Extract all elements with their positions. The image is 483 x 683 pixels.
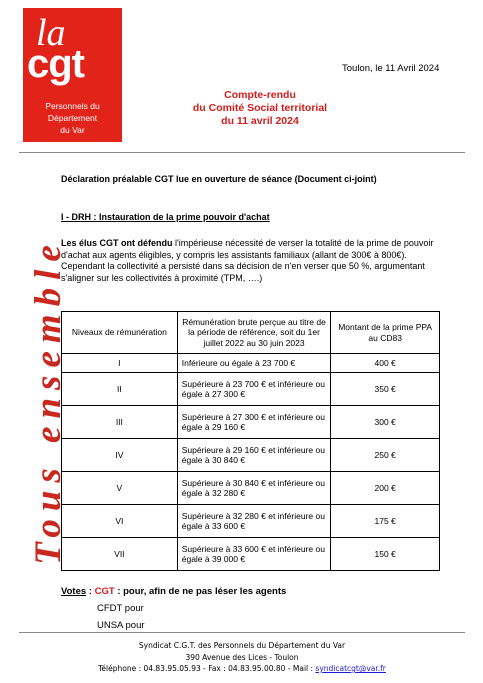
row-desc: Supérieure à 32 280 € et inférieure ou égale à 33 600 € bbox=[177, 505, 331, 538]
row-amount: 250 € bbox=[331, 439, 440, 472]
row-amount: 400 € bbox=[331, 354, 440, 373]
table-row bbox=[62, 439, 440, 472]
paragraph-line-2: Cependant la collectivité a persisté dans sa décision de n'en verser que 50 %, argumentant s'aligner sur les collectivités à proximité (TPM, ….) bbox=[61, 261, 425, 283]
vote-unsa: UNSA pour bbox=[97, 620, 145, 631]
votes-label: Votes bbox=[61, 586, 87, 597]
votes-sep: : bbox=[86, 586, 95, 597]
vote-cfdt: CFDT pour bbox=[97, 603, 144, 614]
row-desc: Inférieure ou égale à 23 700 € bbox=[177, 354, 331, 373]
row-level: II bbox=[62, 373, 178, 406]
row-amount: 350 € bbox=[331, 373, 440, 406]
header-amount: Montant de la prime PPA au CD83 bbox=[331, 312, 440, 354]
ppa-table bbox=[61, 311, 440, 571]
cgt-logo bbox=[23, 8, 122, 142]
row-amount: 300 € bbox=[331, 406, 440, 439]
footer-divider bbox=[19, 632, 465, 633]
footer bbox=[60, 640, 424, 675]
footer-contact: Téléphone : 04.83.95.05.93 - Fax : 04.83.95.00.80 - Mail : bbox=[98, 664, 316, 673]
row-desc: Supérieure à 27 300 € et inférieure ou égale à 29 160 € bbox=[177, 406, 331, 439]
table-row bbox=[62, 373, 440, 406]
header-remuneration: Rémunération brute perçue au titre de la période de référence, soit du 1er juillet 2022 au 30 juin 2023 bbox=[177, 312, 331, 354]
body-paragraph bbox=[61, 238, 439, 284]
logo-line-2: Département bbox=[47, 113, 98, 123]
logo-la-text: la bbox=[36, 12, 66, 54]
header-levels: Niveaux de rémunération bbox=[62, 312, 178, 354]
row-level: V bbox=[62, 472, 178, 505]
header-divider bbox=[19, 152, 465, 153]
table-row bbox=[62, 406, 440, 439]
row-amount: 175 € bbox=[331, 505, 440, 538]
row-level: VII bbox=[62, 538, 178, 571]
table-row bbox=[62, 505, 440, 538]
row-amount: 150 € bbox=[331, 538, 440, 571]
votes-cgt: CGT bbox=[94, 586, 115, 597]
footer-mail-link[interactable]: syndicatcgt@var.fr bbox=[315, 664, 386, 673]
logo-line-3: du Var bbox=[60, 125, 85, 135]
declaration-line: Déclaration préalable CGT lue en ouverture de séance (Document ci-joint) bbox=[61, 174, 377, 184]
row-amount: 200 € bbox=[331, 472, 440, 505]
row-desc: Supérieure à 33 600 € et inférieure ou égale à 39 000 € bbox=[177, 538, 331, 571]
title-line-3: du 11 avril 2024 bbox=[221, 115, 299, 127]
logo-line-1: Personnels du bbox=[45, 101, 100, 111]
logo-cgt-text: cgt bbox=[27, 42, 84, 86]
paragraph-rest: l'impérieuse nécessité de verser la totalité de la prime de pouvoir d'achat aux agents éligibles, y compris les assistants familiaux (allant de 300€ à 800€). bbox=[61, 238, 434, 260]
row-level: I bbox=[62, 354, 178, 373]
section-heading: I - DRH : Instauration de la prime pouvoir d'achat bbox=[61, 212, 270, 222]
row-level: VI bbox=[62, 505, 178, 538]
table-row bbox=[62, 538, 440, 571]
footer-line-1: Syndicat C.G.T. des Personnels du Département du Var bbox=[138, 641, 346, 650]
table-row bbox=[62, 472, 440, 505]
table-row bbox=[62, 354, 440, 373]
row-desc: Supérieure à 23 700 € et inférieure ou égale à 27 300 € bbox=[177, 373, 331, 406]
votes-line bbox=[61, 586, 286, 597]
row-desc: Supérieure à 30 840 € et inférieure ou égale à 32 280 € bbox=[177, 472, 331, 505]
footer-line-2: 390 Avenue des Lices - Toulon bbox=[185, 652, 299, 662]
document-title bbox=[185, 89, 335, 128]
logo-subtitle bbox=[23, 100, 122, 136]
footer-line-3 bbox=[60, 663, 424, 675]
title-line-2: du Comité Social territorial bbox=[192, 102, 328, 114]
row-level: III bbox=[62, 406, 178, 439]
dateline: Toulon, le 11 Avril 2024 bbox=[342, 63, 440, 74]
title-line-1: Compte-rendu bbox=[224, 89, 296, 101]
table-header-row bbox=[62, 312, 440, 354]
paragraph-lead: Les élus CGT ont défendu bbox=[61, 238, 173, 248]
votes-cgt-text: : pour, afin de ne pas léser les agents bbox=[114, 586, 287, 597]
row-desc: Supérieure à 29 160 € et inférieure ou égale à 30 840 € bbox=[177, 439, 331, 472]
row-level: IV bbox=[62, 439, 178, 472]
vertical-slogan: Tous ensemble bbox=[28, 237, 69, 565]
